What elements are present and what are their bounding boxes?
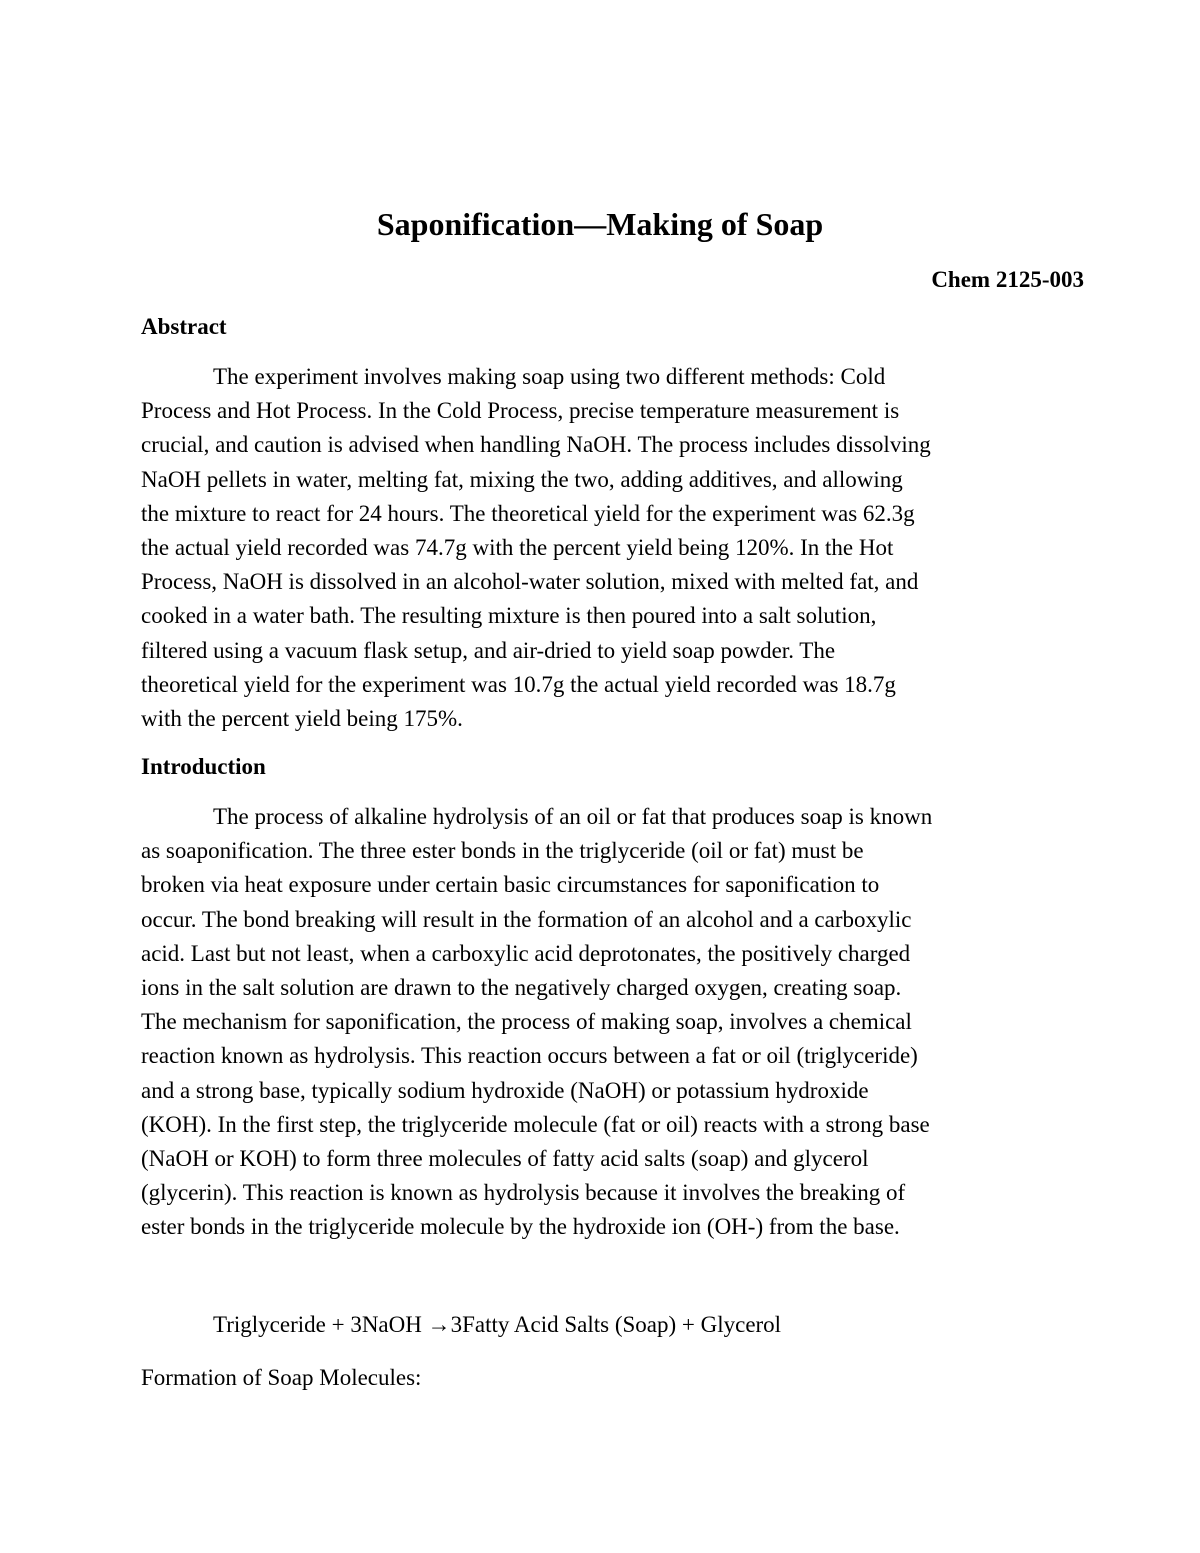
introduction-line: ester bonds in the triglyceride molecule by the hydroxide ion (OH-) from the base. xyxy=(141,1214,900,1240)
saponification-equation: Triglyceride + 3NaOH →3Fatty Acid Salts (Soap) + Glycerol xyxy=(213,1312,782,1337)
introduction-line: The mechanism for saponification, the process of making soap, involves a chemical xyxy=(141,1009,912,1035)
abstract-line: the actual yield recorded was 74.7g with the percent yield being 120%. In the Hot xyxy=(141,535,894,561)
abstract-line: the mixture to react for 24 hours. The theoretical yield for the experiment was 62.3g xyxy=(141,500,915,526)
introduction-line: broken via heat exposure under certain basic circumstances for saponification to xyxy=(141,872,880,898)
introduction-paragraph xyxy=(141,800,1086,1245)
abstract-line: The experiment involves making soap using two different methods: Cold xyxy=(213,364,886,389)
introduction-line: (KOH). In the first step, the triglyceride molecule (fat or oil) reacts with a strong base xyxy=(141,1111,930,1137)
introduction-line: reaction known as hydrolysis. This reaction occurs between a fat or oil (triglyceride) xyxy=(141,1043,918,1069)
course-code: Chem 2125-003 xyxy=(931,267,1084,292)
abstract-line: filtered using a vacuum flask setup, and air-dried to yield soap powder. The xyxy=(141,637,836,663)
abstract-line: Process, NaOH is dissolved in an alcohol-water solution, mixed with melted fat, and xyxy=(141,569,919,595)
introduction-line: The process of alkaline hydrolysis of an oil or fat that produces soap is known xyxy=(213,804,933,829)
abstract-line: Process and Hot Process. In the Cold Process, precise temperature measurement is xyxy=(141,398,900,424)
abstract-line: cooked in a water bath. The resulting mixture is then poured into a salt solution, xyxy=(141,603,877,629)
introduction-line: as soaponification. The three ester bonds in the triglyceride (oil or fat) must be xyxy=(141,838,864,864)
abstract-paragraph xyxy=(141,360,1086,736)
abstract-line: crucial, and caution is advised when handling NaOH. The process includes dissolving xyxy=(141,432,931,458)
introduction-line: and a strong base, typically sodium hydroxide (NaOH) or potassium hydroxide xyxy=(141,1077,869,1103)
abstract-line: NaOH pellets in water, melting fat, mixing the two, adding additives, and allowing xyxy=(141,466,903,492)
soap-formation-label: Formation of Soap Molecules: xyxy=(141,1365,422,1390)
introduction-line: (NaOH or KOH) to form three molecules of fatty acid salts (soap) and glycerol xyxy=(141,1146,869,1172)
abstract-line: theoretical yield for the experiment was 10.7g the actual yield recorded was 18.7g xyxy=(141,671,896,697)
introduction-line: (glycerin). This reaction is known as hydrolysis because it involves the breaking of xyxy=(141,1180,906,1206)
abstract-line: with the percent yield being 175%. xyxy=(141,706,463,732)
introduction-line: ions in the salt solution are drawn to the negatively charged oxygen, creating soap. xyxy=(141,975,902,1001)
introduction-line: occur. The bond breaking will result in the formation of an alcohol and a carboxylic xyxy=(141,906,912,932)
abstract-heading: Abstract xyxy=(141,314,227,339)
document-title: Saponification—Making of Soap xyxy=(376,206,824,242)
introduction-heading: Introduction xyxy=(141,754,266,779)
introduction-line: acid. Last but not least, when a carboxylic acid deprotonates, the positively charged xyxy=(141,940,911,966)
